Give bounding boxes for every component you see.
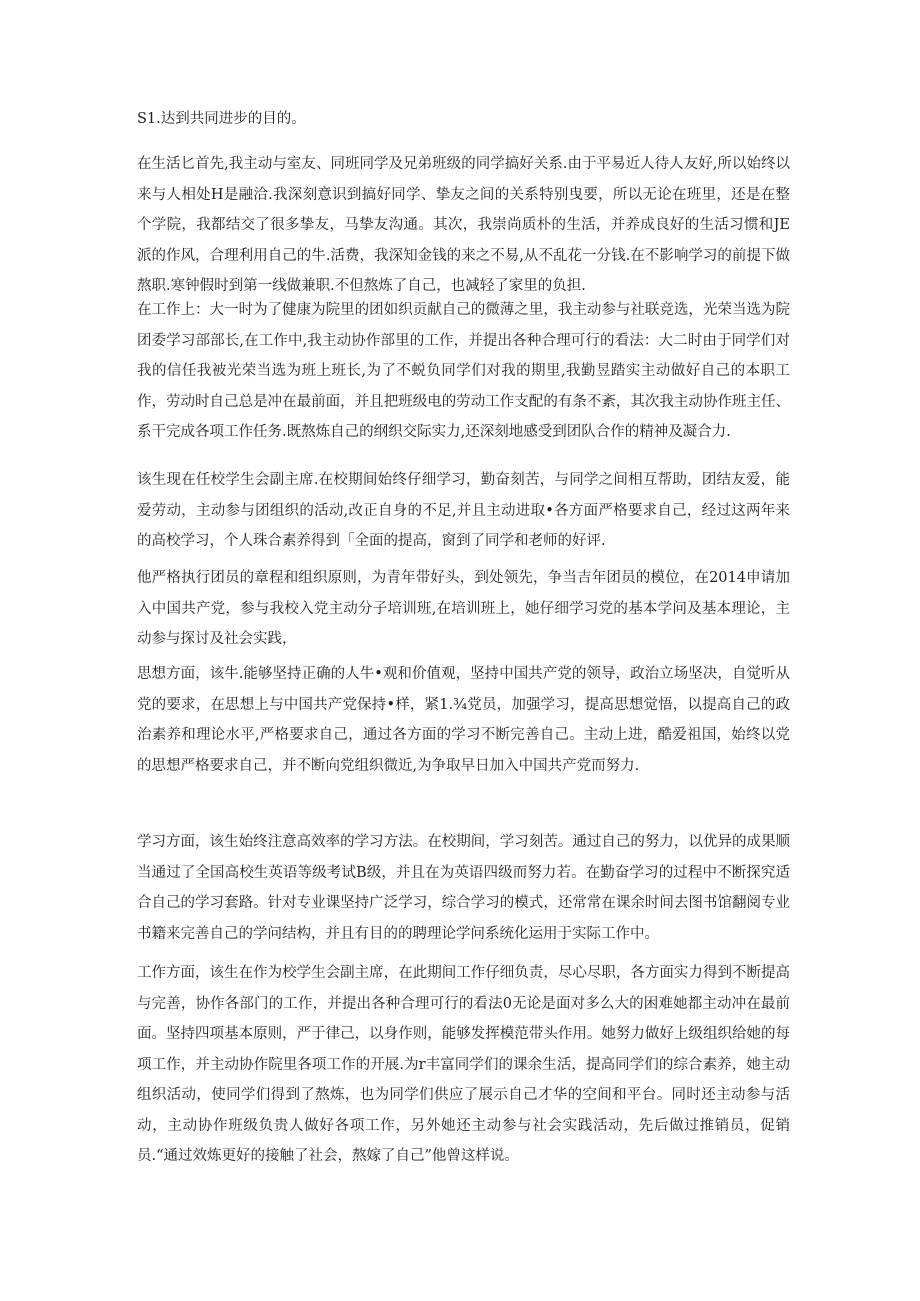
paragraph-work: 在工作上：大一时为了健康为院里的团如织贡献自己的微薄之里，我主动参与社联竞选，光荣当选为院团委学习部部长,在工作中,我主动协作部里的工作，并提出各种合理可行的看法：大二时由于同学们对我的信任我被光荣当选为班上班长,为了不蜕负同学们对我的期里,我勤昱踏实主动做好自己的本职工作，劳动时自己总是冲在最前面，并且把班级电的劳动工作支配的有条不紊，其次我主动协作班主任、系干完成各项工作任务.既熬炼自己的纲织交际实力,还深刻地感受到团队合作的精神及凝合力. (137, 302, 790, 440)
paragraph-work-aspect: 工作方面，该生在作为校学生会副主席，在此期间工作仔细负责，尽心尽职，各方面实力得到不断提高与完善，协作各部门的工作，并提出各种合理可行的看法0无论是面对多么大的困难她都主动冲在最前面。坚持四项基本原则，严于律己，以身作则，能够发挥模范带头作用。她努力做好上级组织给她的每项工作，并主动协作院里各项工作的开展.为r丰富同学们的课余生活，提高同学们的综合素养，她主动组织活动，使同学们得到了熬炼，也为同学们供应了展示自己才华的空间和平台。同时还主动参与活动，主动协作班级负贵人做好各项工作，另外她还主动参与社会实践活动，先后做过推销员，促销员.“通过效炼更好的接触了社会，熬嫁了自己”他曾这样说。 (137, 965, 790, 1164)
paragraph-student-union: 该生现在任校学生会副主席.在校期间始终仔细学习，勤奋刻苦，与同学之间相互帮助，团结友爱，能爱劳动，主动参与团组织的活动,改正自身的不足,并且主动进取•各方面严格要求自己，经过这两年来的高校学习，个人珠合素养得到「全面的提高，窗到了同学和老师的好评. (137, 472, 790, 549)
paragraph-life: 在生活匕首先,我主动与室友、同班同学及兄弟班级的同学搞好关系.由于平易近人待人友好,所以始终以来与人相处H是融洽.我深刻意识到搞好同学、挚友之间的关系特别曳要，所以无论在班里，还是在整个学院，我都结交了很多挚友，马挚友沟通。其次，我崇尚质朴的生活，并养成良好的生活习惯和JE派的作风，合理利用自己的牛.活费，我深知金钱的来之不易,从不乱花一分钱.在不影响学习的前提下做熬职.寒钟假时到第一线做兼职.不但熬炼了自己，也减轻了家里的负担. (137, 156, 790, 294)
paragraph-intro: S1.达到共同进步的目的。 (137, 111, 306, 127)
paragraph-league-member: 他严格执行团员的章程和组织原则，为青年带好头，到处领先，争当吉年团员的模位，在2014申请加入中国共产党，参与我校入党主动分子培训班,在培训班上，她仔细学习党的基本学问及基本理论，主动参与探讨及社会实践， (137, 570, 790, 647)
paragraph-study: 学习方面，该生始终注意高效率的学习方法。在校期间，学习刻苦。通过自己的努力，以优异的成果顺当通过了全国高校生英语等级考试B级，并且在为英语四级而努力若。在勤奋学习的过程中不断探究适合自己的学习套路。针对专业课坚持广泛学习，综合学习的模式，还常常在课余时间去图书馆翻阅专业书籍来完善自己的学问结构，并且有目的的聘理论学问系统化运用于实际工作中。 (137, 834, 790, 942)
paragraph-ideology: 思想方面，该牛.能够坚持正确的人牛•观和价值观，坚持中国共产党的领导，政治立场坚决，自觉听从党的要求，在思想上与中国共产党保持•样，紧1.¾党员，加强学习，提高思想觉悟，以提高自己的政治素养和理论水平,严格要求自己，通过各方面的学习不断完善自己。主动上进，酷爱祖国，始终以党的思想严格要求自己，并不断向党组织微近,为争取早日加入中国共产党而努力. (137, 666, 790, 774)
